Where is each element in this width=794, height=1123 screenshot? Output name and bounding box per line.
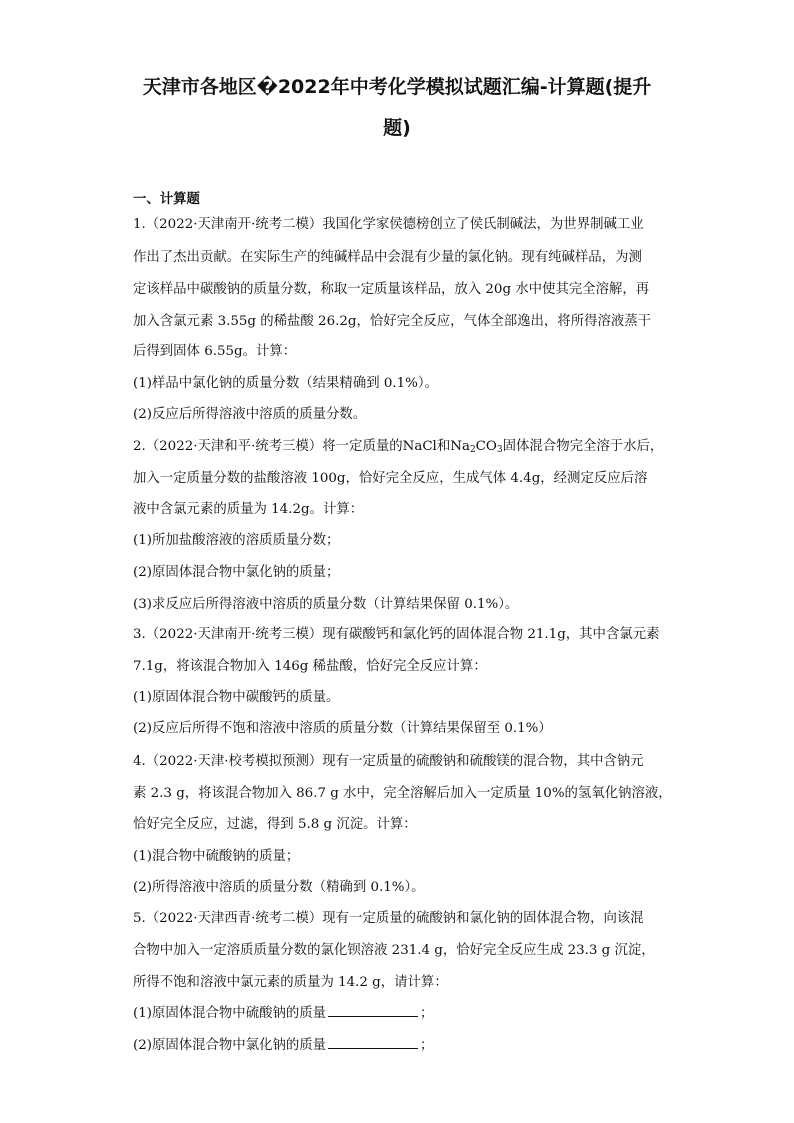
- text-line: 加入一定质量分数的盐酸溶液 100g，恰好完全反应，生成气体 4.4g，经测定反应后溶: [133, 471, 648, 486]
- fill-in-line: [133, 1002, 433, 1021]
- fill-in-line: [133, 1034, 433, 1053]
- text-line: 合物中加入一定溶质质量分数的氯化钡溶液 231.4 g，恰好完全反应生成 23.3 g 沉淀，: [133, 943, 655, 958]
- question-part: (2)原固体混合物中氯化钠的质量: [133, 1038, 327, 1053]
- text-span: 2.（2022·天津和平·统考三模）将一定质量的NaCl和Na: [133, 439, 470, 454]
- answer-blank[interactable]: [328, 1004, 418, 1017]
- question-part: (2)反应后所得溶液中溶质的质量分数。: [133, 407, 367, 422]
- answer-blank[interactable]: [328, 1036, 418, 1049]
- document-title-line-2: 题): [383, 117, 411, 139]
- question-part: (1)样品中氯化钠的质量分数（结果精确到 0.1%）。: [133, 376, 438, 391]
- text-line: 作出了杰出贡献。在实际生产的纯碱样品中会混有少量的氯化钠。现有纯碱样品，为测: [133, 250, 642, 265]
- text-line: 液中含氯元素的质量为 14.2g。计算：: [133, 502, 364, 517]
- text-line: 恰好完全反应，过滤，得到 5.8 g 沉淀。计算：: [133, 817, 417, 832]
- text-line: 4.（2022·天津·校考模拟预测）现有一定质量的硫酸钠和硫酸镁的混合物，其中含钠元: [133, 754, 644, 769]
- question-part: (2)原固体混合物中氯化钠的质量；: [133, 565, 340, 580]
- question-2-first-line: [133, 435, 663, 454]
- text-line: 所得不饱和溶液中氯元素的质量为 14.2 g，请计算：: [133, 975, 448, 990]
- text-line: 后得到固体 6.55g。计算：: [133, 344, 297, 359]
- text-line: 5.（2022·天津西青·统考二模）现有一定质量的硫酸钠和氯化钠的固体混合物，向该混: [133, 911, 644, 926]
- text-line: 7.1g，将该混合物加入 146g 稀盐酸，恰好完全反应计算：: [133, 659, 487, 674]
- section-heading: 一、计算题: [133, 192, 200, 207]
- question-part: (1)原固体混合物中硫酸钠的质量: [133, 1006, 327, 1021]
- text-line: 定该样品中碳酸钠的质量分数，称取一定质量该样品，放入 20g 水中使其完全溶解，再: [133, 282, 650, 297]
- text-line: 加入含氯元素 3.55g 的稀盐酸 26.2g，恰好完全反应，气体全部逸出，将所得溶液蒸干: [133, 314, 652, 329]
- text-line: 1.（2022·天津南开·统考二模）我国化学家侯德榜创立了侯氏制碱法，为世界制碱工业: [133, 217, 644, 232]
- question-part: (1)原固体混合物中碳酸钙的质量。: [133, 690, 340, 705]
- question-part: (2)反应后所得不饱和溶液中溶质的质量分数（计算结果保留至 0.1%）: [133, 721, 552, 736]
- question-part: (1)所加盐酸溶液的溶质质量分数；: [133, 533, 340, 548]
- text-span: CO: [475, 439, 497, 454]
- question-part: (1)混合物中硫酸钠的质量；: [133, 849, 300, 864]
- subscript: 2: [469, 445, 476, 455]
- text-span: 固体混合物完全溶于水后，: [502, 439, 664, 454]
- subscript: 3: [496, 445, 503, 455]
- question-part: (2)所得溶液中溶质的质量分数（精确到 0.1%）。: [133, 880, 425, 895]
- question-part: (3)求反应后所得溶液中溶质的质量分数（计算结果保留 0.1%）。: [133, 597, 519, 612]
- punctuation: ；: [420, 1006, 434, 1021]
- document-title-line-1: 天津市各地区�2022年中考化学模拟试题汇编-计算题(提升: [142, 76, 652, 98]
- punctuation: ；: [420, 1038, 434, 1053]
- text-line: 3.（2022·天津南开·统考三模）现有碳酸钙和氯化钙的固体混合物 21.1g，其中含氯元素: [133, 627, 660, 642]
- text-line: 素 2.3 g，将该混合物加入 86.7 g 水中，完全溶解后加入一定质量 10%的氢氧化钠溶液，: [133, 786, 672, 801]
